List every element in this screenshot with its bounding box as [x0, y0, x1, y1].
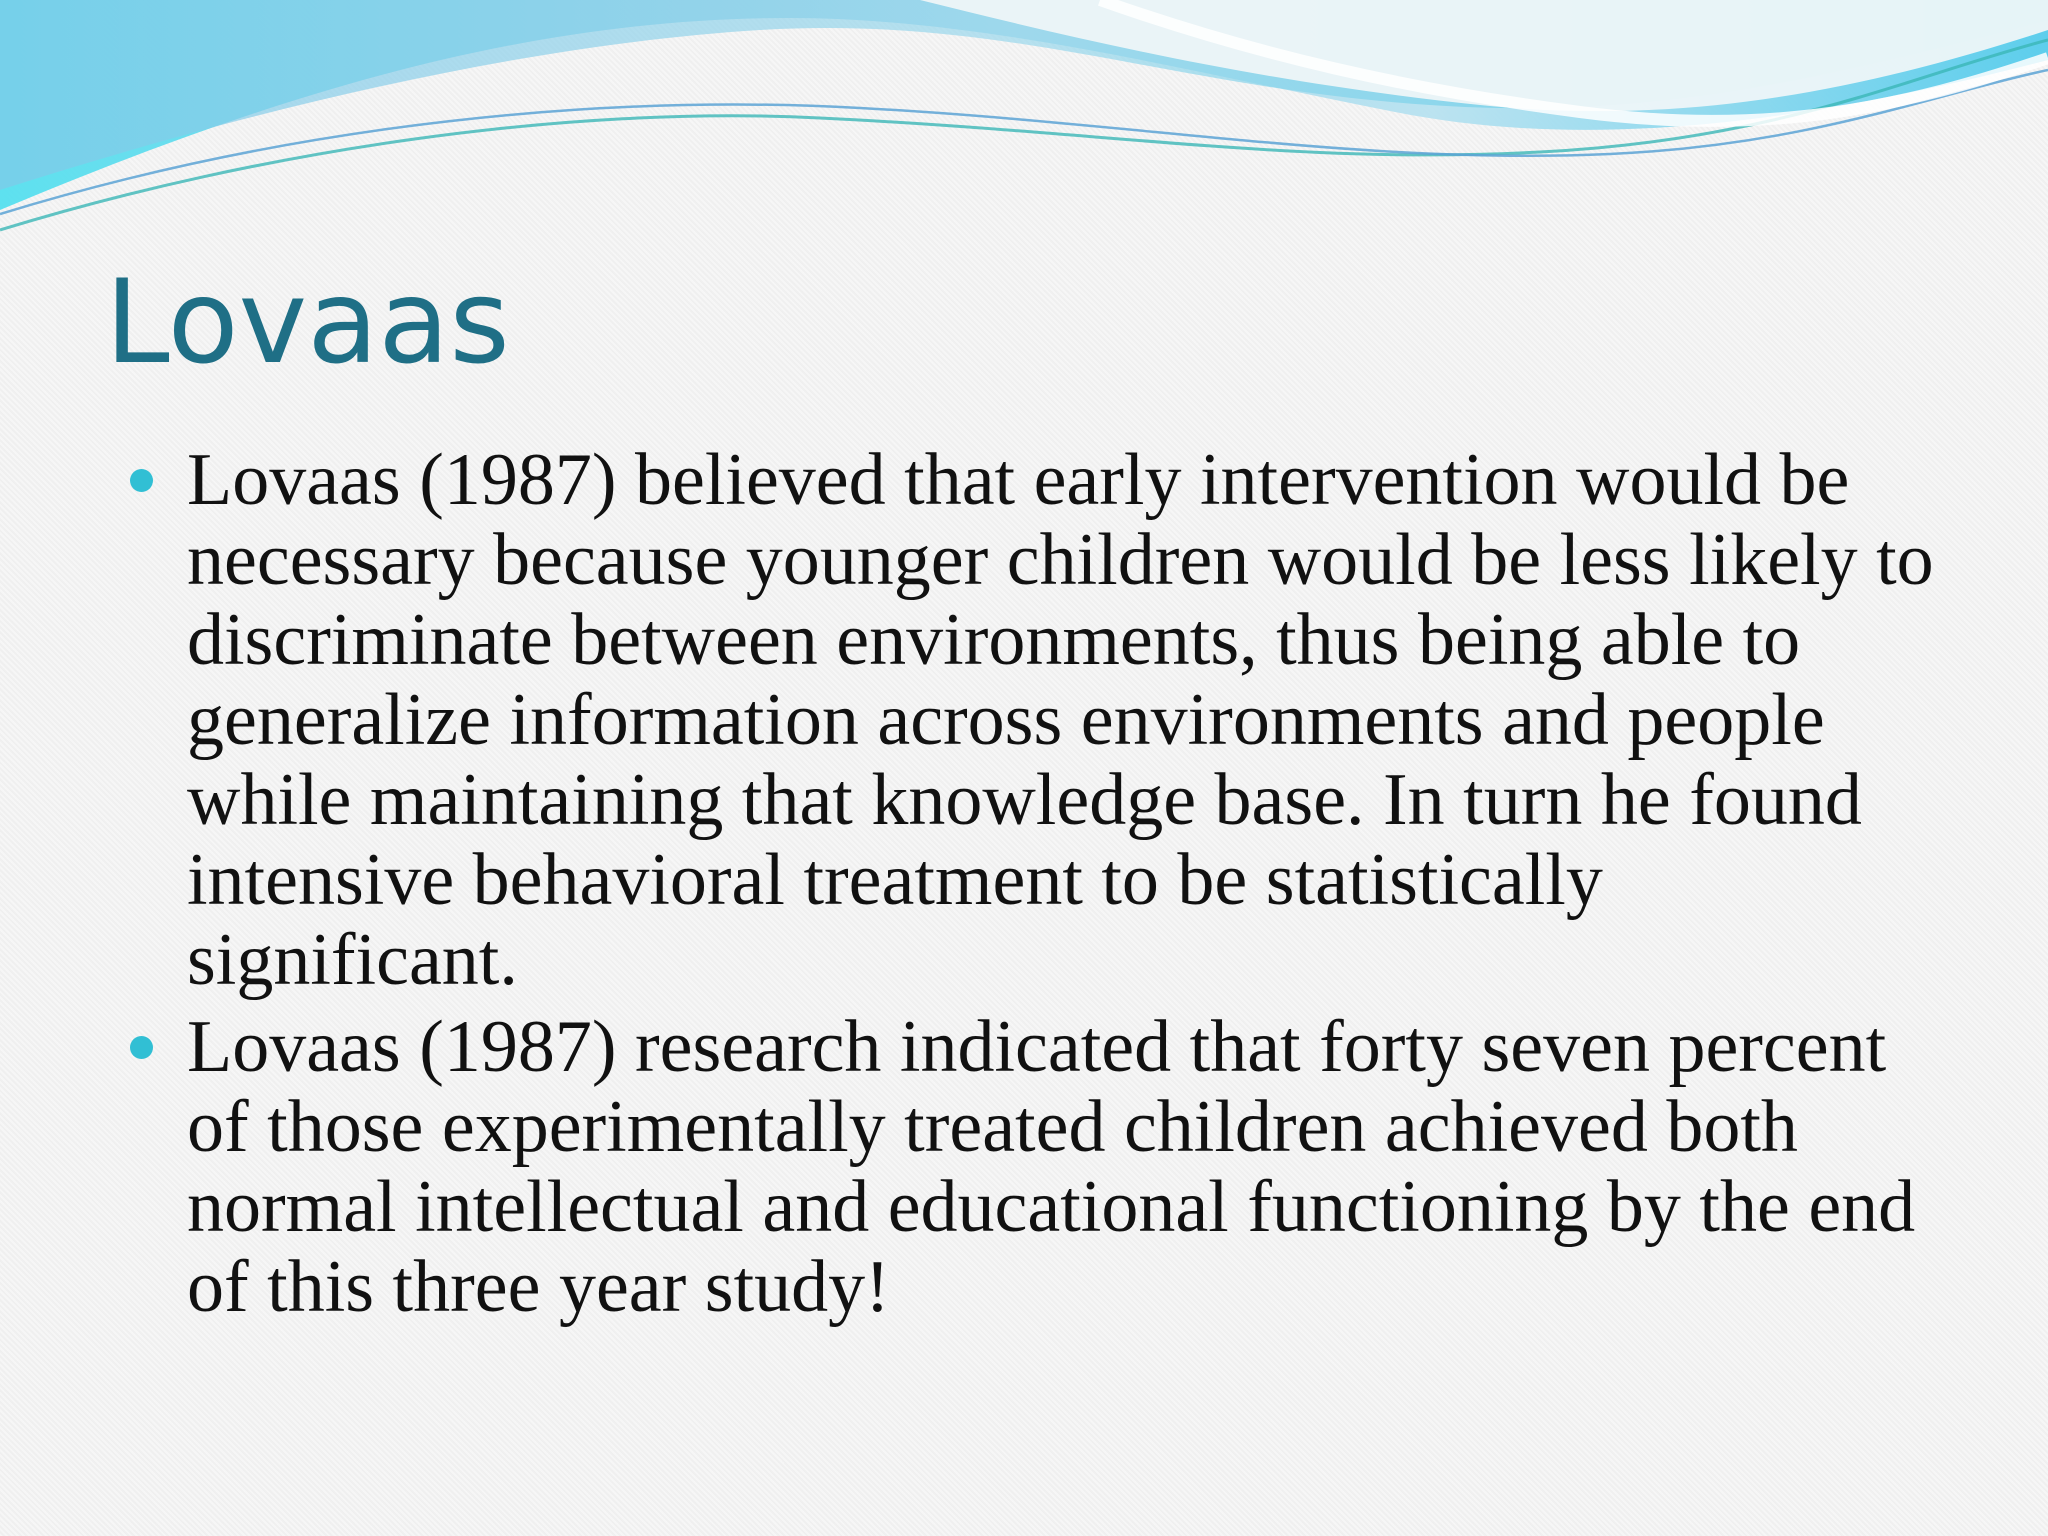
bullet-text: Lovaas (1987) research indicated that forty seven percent of those experimentally treated children achieved both normal intellectual and educational functioning by the end of this three year study! — [187, 1006, 1916, 1328]
bullet-dot-icon — [130, 469, 153, 492]
bullet-dot-icon — [130, 1036, 153, 1059]
slide-title: Lovaas — [105, 255, 510, 390]
bullet-text: Lovaas (1987) believed that early intervention would be necessary because younger children would be less likely to discriminate between environments, thus being able to generalize information across environments and people while maintaining that knowledge base. In turn he found intensive behavioral treatment to be statistically significant. — [187, 439, 1934, 1001]
bullet-item — [130, 1007, 1940, 1327]
wave-header-decoration — [0, 0, 2048, 240]
bullet-list — [130, 440, 1940, 1334]
bullet-item — [130, 440, 1940, 1000]
